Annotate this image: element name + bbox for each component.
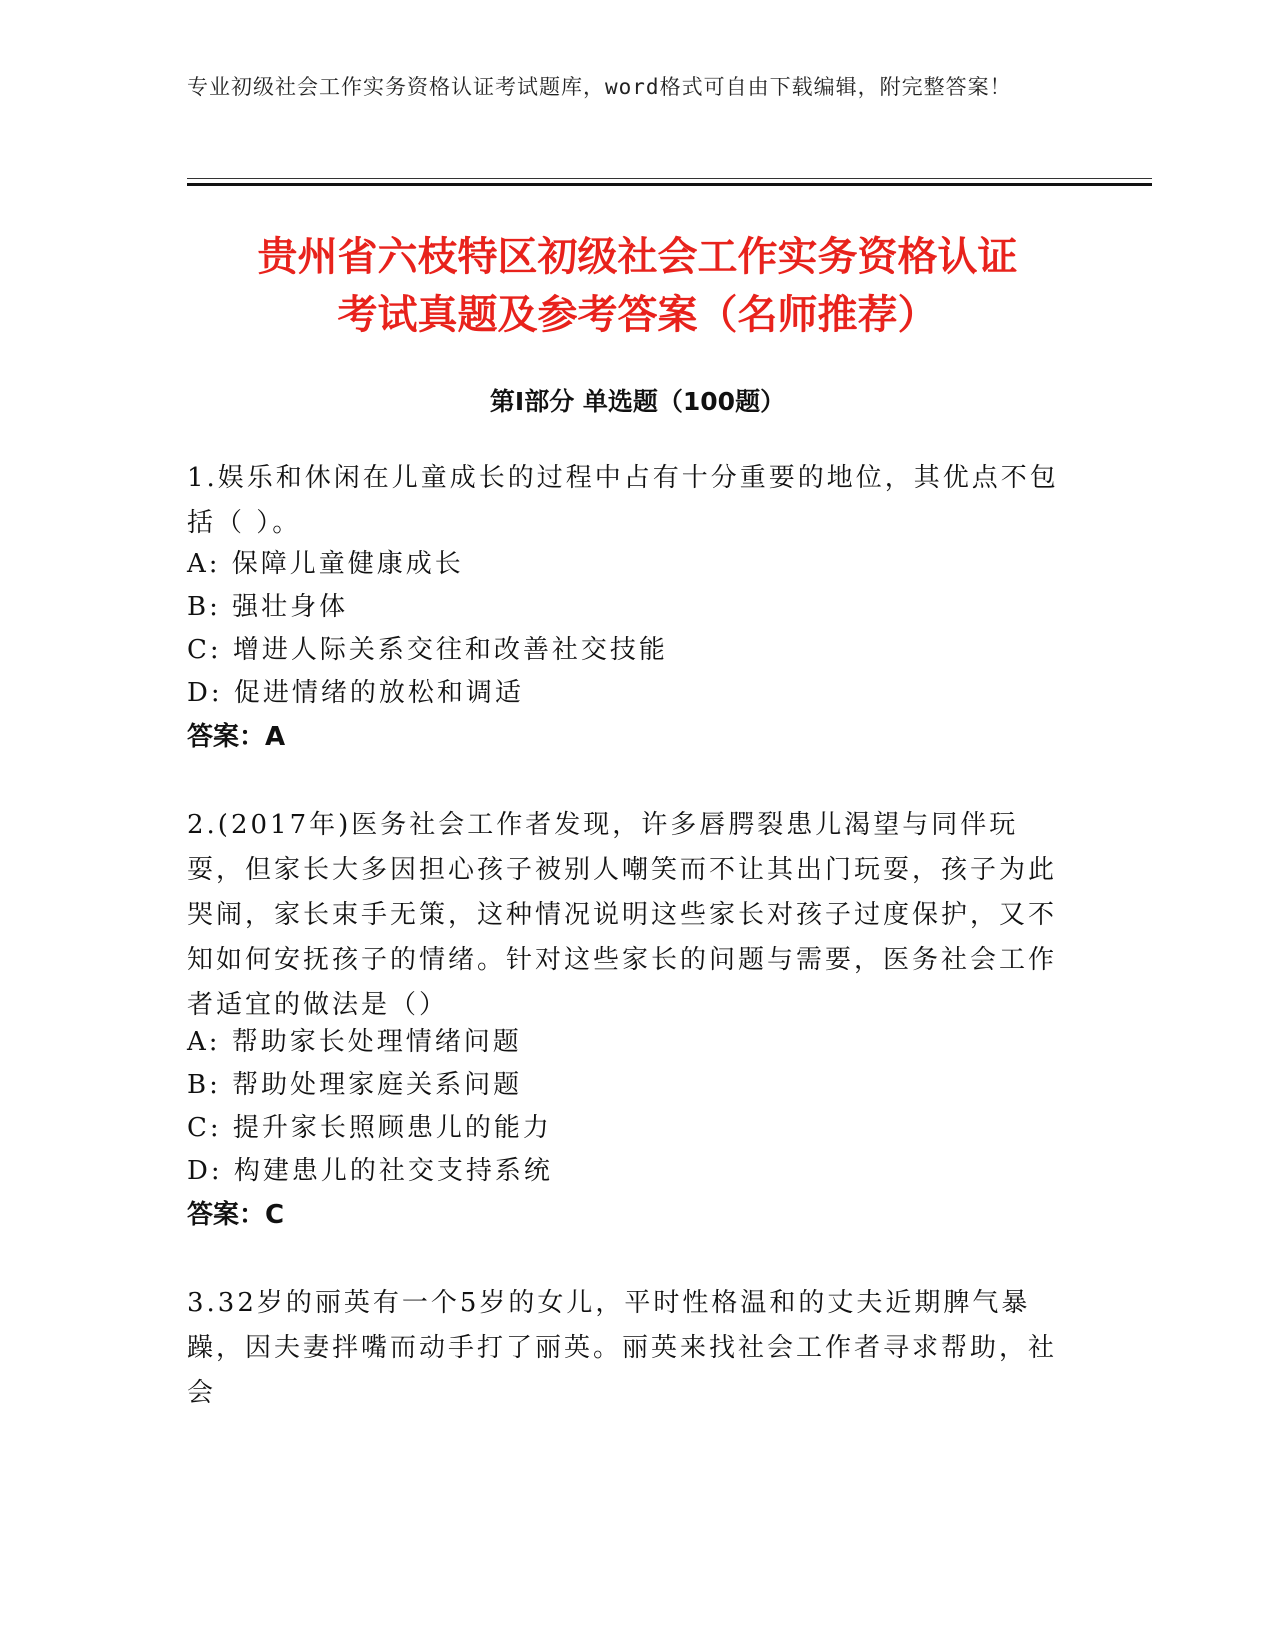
document-title-line-1: 贵州省六枝特区初级社会工作实务资格认证 xyxy=(257,234,1018,280)
question-2-option-a: A: 帮助家长处理情绪问题 xyxy=(187,1027,522,1057)
question-1-option-a: A: 保障儿童健康成长 xyxy=(187,549,464,579)
document-title-line-2: 考试真题及参考答案（名师推荐） xyxy=(337,292,938,338)
question-3-text: 3.32岁的丽英有一个5岁的女儿，平时性格温和的丈夫近期脾气暴躁，因夫妻拌嘴而动手打了丽英。丽英来找社会工作者寻求帮助，社会 xyxy=(187,1288,1058,1408)
question-1-answer: 答案：A xyxy=(187,722,286,752)
question-2-option-b: B: 帮助处理家庭关系问题 xyxy=(187,1070,523,1100)
question-2-text: 2.(2017年)医务社会工作者发现，许多唇腭裂患儿渴望与同伴玩耍，但家长大多因担心孩子被别人嘲笑而不让其出门玩耍，孩子为此哭闹，家长束手无策，这种情况说明这些家长对孩子过度保护，又不知如何安抚孩子的情绪。针对这些家长的问题与需要，医务社会工作者适宜的做法是（） xyxy=(187,810,1058,1020)
question-1-option-c: C: 增进人际关系交往和改善社交技能 xyxy=(187,635,668,665)
header-divider-thick xyxy=(187,183,1152,186)
header-note: 专业初级社会工作实务资格认证考试题库，word格式可自由下载编辑，附完整答案！ xyxy=(187,75,1012,99)
question-2-answer: 答案：C xyxy=(187,1200,285,1230)
section-title: 第I部分 单选题（100题） xyxy=(489,387,786,416)
question-1-text: 1.娱乐和休闲在儿童成长的过程中占有十分重要的地位，其优点不包括（ ）。 xyxy=(187,463,1059,538)
question-1-option-d: D: 促进情绪的放松和调适 xyxy=(187,678,524,708)
header-divider-thin xyxy=(187,178,1152,179)
question-2-option-c: C: 提升家长照顾患儿的能力 xyxy=(187,1113,552,1143)
question-2-option-d: D: 构建患儿的社交支持系统 xyxy=(187,1156,553,1186)
question-1-option-b: B: 强壮身体 xyxy=(187,592,349,622)
document-title xyxy=(130,228,1145,344)
